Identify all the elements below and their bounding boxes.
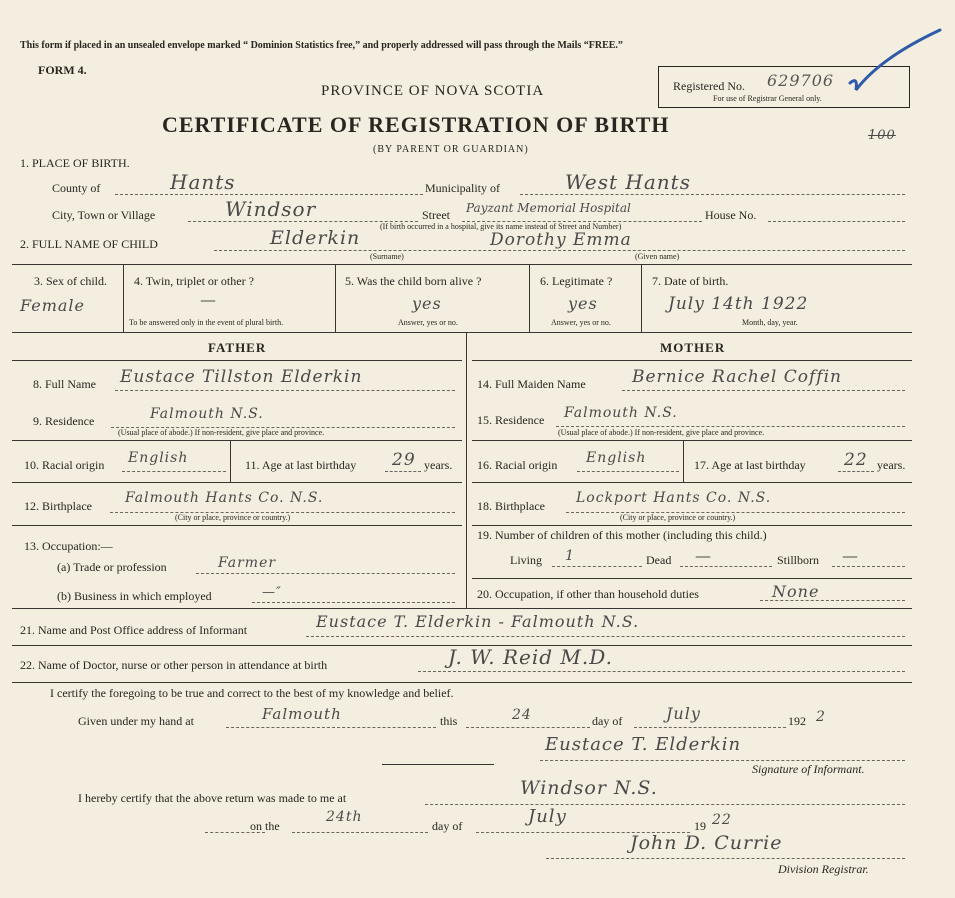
father-residence-label: 9. Residence (33, 414, 95, 428)
mother-age-label: 17. Age at last birthday (694, 458, 806, 472)
legitimate-value: yes (568, 294, 598, 313)
dead-label: Dead (646, 553, 672, 567)
street-label: Street (422, 208, 450, 222)
municipality-value: West Hants (565, 170, 691, 194)
given-place-value: Falmouth (262, 705, 342, 723)
informant-signature-label: Signature of Informant. (752, 762, 865, 776)
corner-mark: 100 (868, 128, 896, 143)
registrar-year-value: 22 (712, 812, 732, 828)
mother-children-label: 19. Number of children of this mother (including this child.) (477, 528, 767, 542)
form-number: FORM 4. (38, 63, 87, 77)
mother-occupation-label: 20. Occupation, if other than household duties (477, 587, 699, 601)
father-trade-label: (a) Trade or profession (57, 560, 167, 574)
father-age-label: 11. Age at last birthday (245, 458, 357, 472)
father-birthplace-value: Falmouth Hants Co. N.S. (125, 490, 324, 506)
province-heading: PROVINCE OF NOVA SCOTIA (321, 83, 545, 99)
county-value: Hants (170, 170, 236, 194)
father-business-label: (b) Business in which employed (57, 589, 212, 603)
legitimate-label: 6. Legitimate ? (540, 274, 613, 288)
doctor-value: J. W. Reid M.D. (448, 645, 613, 669)
father-birthplace-note: (City or place, province or country.) (175, 513, 291, 522)
father-years: years. (424, 458, 453, 472)
doctor-label: 22. Name of Doctor, nurse or other person in attendance at birth (20, 658, 328, 672)
checkmark-icon (840, 28, 950, 98)
registered-number: 629706 (767, 71, 835, 90)
mother-heading: MOTHER (660, 340, 726, 355)
mother-racial-value: English (586, 450, 647, 466)
mother-residence-label: 15. Residence (477, 413, 545, 427)
alive-note: Answer, yes or no. (398, 318, 458, 327)
mother-birthplace-value: Lockport Hants Co. N.S. (576, 490, 772, 506)
mother-name-label: 14. Full Maiden Name (477, 377, 586, 391)
mail-notice: This form if placed in an unsealed envelope marked “ Dominion Statistics free,” and properly addressed will pass through the Mails “FREE.” (20, 40, 623, 51)
certificate-subtitle: (BY PARENT OR GUARDIAN) (373, 144, 529, 155)
certify-year-prefix: 192 (788, 714, 806, 728)
county-label: County of (52, 181, 101, 195)
place-section-label: 1. PLACE OF BIRTH. (20, 156, 130, 170)
certify-year-value: 2 (816, 709, 826, 725)
certify-day-value: 24 (512, 707, 532, 723)
informant-signature: Eustace T. Elderkin (545, 734, 742, 755)
sex-value: Female (20, 296, 85, 315)
house-label: House No. (705, 208, 757, 222)
registrar-day-value: 24th (326, 809, 363, 825)
living-value: 1 (565, 548, 575, 564)
twin-value: — (200, 290, 217, 309)
certify-day-of-label: day of (592, 714, 623, 728)
mother-name-value: Bernice Rachel Coffin (632, 367, 842, 387)
legitimate-note: Answer, yes or no. (551, 318, 611, 327)
surname-caption: (Surname) (370, 252, 404, 261)
mother-birthplace-note: (City or place, province or country.) (620, 513, 736, 522)
city-label: City, Town or Village (52, 208, 156, 222)
birth-date-note: Month, day, year. (742, 318, 798, 327)
mother-age-value: 22 (844, 450, 868, 470)
living-label: Living (510, 553, 542, 567)
certificate-title: CERTIFICATE OF REGISTRATION OF BIRTH (162, 112, 670, 137)
registrar-month-value: July (528, 806, 567, 827)
mother-residence-value: Falmouth N.S. (564, 405, 678, 421)
child-surname-value: Elderkin (270, 227, 361, 249)
street-value: Payzant Memorial Hospital (466, 201, 631, 215)
municipality-label: Municipality of (425, 181, 500, 195)
father-age-value: 29 (392, 450, 416, 470)
mother-birthplace-label: 18. Birthplace (477, 499, 545, 513)
registrar-signature: John D. Currie (630, 832, 783, 854)
on-the-label: on the (250, 819, 280, 833)
mother-occupation-value: None (772, 582, 820, 601)
father-business-value: —″ (262, 585, 282, 600)
mother-racial-label: 16. Racial origin (477, 458, 558, 472)
registrar-place-value: Windsor N.S. (520, 777, 658, 799)
child-given-value: Dorothy Emma (490, 230, 632, 250)
father-residence-note: (Usual place of abode.) If non-resident, give place and province. (118, 428, 325, 437)
dead-value: — (695, 546, 712, 565)
father-residence-value: Falmouth N.S. (150, 406, 264, 422)
informant-label: 21. Name and Post Office address of Informant (20, 623, 248, 637)
this-label: this (440, 714, 458, 728)
mother-residence-note: (Usual place of abode.) If non-resident, give place and province. (558, 428, 765, 437)
registrar-statement: I hereby certify that the above return was made to me at (78, 791, 347, 805)
registrar-note: For use of Registrar General only. (713, 94, 822, 103)
certify-month-value: July (666, 704, 701, 723)
father-name-value: Eustace Tillston Elderkin (120, 367, 363, 387)
father-name-label: 8. Full Name (33, 377, 96, 391)
registrar-signature-label: Division Registrar. (778, 862, 869, 876)
given-label: Given under my hand at (78, 714, 194, 728)
certify-statement: I certify the foregoing to be true and correct to the best of my knowledge and belief. (50, 686, 454, 700)
birth-date-value: July 14th 1922 (668, 294, 809, 314)
stillborn-label: Stillborn (777, 553, 820, 567)
father-racial-value: English (128, 450, 189, 466)
father-trade-value: Farmer (218, 555, 277, 571)
city-value: Windsor (225, 197, 317, 221)
hospital-note: (If birth occurred in a hospital, give its name instead of Street and Number) (380, 222, 622, 231)
mother-years: years. (877, 458, 906, 472)
father-racial-label: 10. Racial origin (24, 458, 105, 472)
given-caption: (Given name) (635, 252, 680, 261)
registrar-day-of-label: day of (432, 819, 463, 833)
sex-label: 3. Sex of child. (34, 274, 107, 288)
registered-label: Registered No. (673, 79, 745, 93)
father-birthplace-label: 12. Birthplace (24, 499, 92, 513)
birth-date-label: 7. Date of birth. (652, 274, 729, 288)
child-name-label: 2. FULL NAME OF CHILD (20, 237, 158, 251)
twin-label: 4. Twin, triplet or other ? (134, 274, 254, 288)
informant-value: Eustace T. Elderkin - Falmouth N.S. (316, 612, 640, 631)
alive-label: 5. Was the child born alive ? (345, 274, 482, 288)
alive-value: yes (412, 294, 442, 313)
stillborn-value: — (842, 546, 859, 565)
father-occupation-label: 13. Occupation:— (24, 539, 113, 553)
twin-note: To be answered only in the event of plural birth. (129, 318, 284, 327)
father-heading: FATHER (208, 340, 267, 355)
registrar-year-prefix: 19 (694, 819, 706, 833)
